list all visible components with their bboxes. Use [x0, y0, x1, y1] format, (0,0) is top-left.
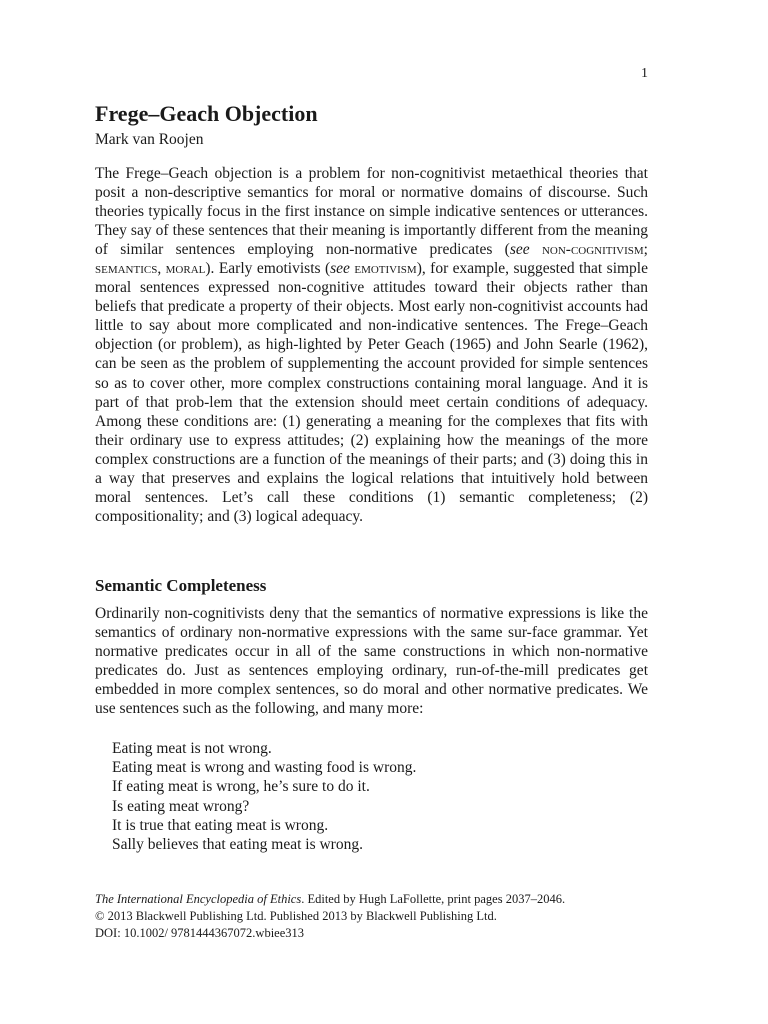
intro-paragraph — [95, 164, 648, 526]
section-heading: Semantic Completeness — [95, 576, 267, 595]
citation-source — [95, 891, 565, 908]
intro-text-1: The Frege–Geach objection is a problem for non-cognitivist metaethical theories that posit a non-descriptive semantics for moral or normative domains of discourse. Such theories typically focus in the first instance on simple indicative sentences or utterances. They say of these sentences that their meaning is importantly different from the meaning of similar sentences employing non-normative predicates ( — [95, 165, 648, 259]
example-sentence: Is eating meat wrong? — [112, 797, 250, 815]
example-sentences-list — [112, 739, 416, 854]
author-name: Mark van Roojen — [95, 131, 204, 148]
section-paragraph: Ordinarily non-cognitivists deny that the semantics of normative expressions is like the semantics of ordinary non-normative expressions with the same sur-face grammar. Yet normative predicates occur in all of the same constructions in which non-normative predicates do. Just as sentences employing ordinary, run-of-the-mill predicates get embedded in more complex sentences, so do moral and other normative predicates. We use sentences such as the following, and many more: — [95, 605, 648, 718]
article-title: Frege–Geach Objection — [95, 101, 318, 126]
citation-edition: . Edited by Hugh LaFollette, print pages 2037–2046. — [301, 892, 566, 906]
cross-reference-link[interactable]: emotivism — [354, 260, 417, 278]
example-sentence: It is true that eating meat is wrong. — [112, 816, 329, 834]
example-sentence: If eating meat is wrong, he’s sure to do it. — [112, 778, 370, 796]
cross-reference-link[interactable]: non-cognitivism; semantics, moral — [95, 241, 648, 278]
citation-footer — [95, 891, 565, 942]
doi-line: DOI: 10.1002/ 9781444367072.wbiee313 — [95, 926, 305, 940]
encyclopedia-title: The International Encyclopedia of Ethics — [95, 892, 302, 906]
copyright-line: © 2013 Blackwell Publishing Ltd. Published 2013 by Blackwell Publishing Ltd. — [95, 909, 497, 923]
page-number: 1 — [641, 66, 648, 81]
see-reference-1: see — [509, 241, 530, 259]
example-sentence: Eating meat is wrong and wasting food is wrong. — [112, 759, 417, 777]
example-sentence: Eating meat is not wrong. — [112, 740, 272, 757]
intro-text-3: ), for example, suggested that simple moral sentences expressed non-cognitive attitudes toward their objects rather than beliefs that predicate a property of their objects. Most early non-cognitivist accounts had little to say about more complicated and non-indicative sentences. The Frege–Geach objection (or problem), as high-lighted by Peter Geach (1965) and John Searle (1962), can be seen as the problem of supplementing the account provided for simple sentences so as to cover other, more complex constructions containing moral language. And it is part of that prob-lem that the extension should meet certain conditions of adequacy. Among these conditions are: (1) generating a meaning for the complexes that fits with their ordinary use to express attitudes; (2) explaining how the meanings of the more complex constructions are a function of the meanings of their parts; and (3) doing this in a way that preserves and explains the logical relations that intuitively hold between moral sentences. Let’s call these conditions (1) semantic completeness; (2) compositionality; and (3) logical adequacy. — [95, 260, 648, 525]
example-sentence: Sally believes that eating meat is wrong. — [112, 836, 363, 854]
see-reference-2: see — [330, 260, 350, 278]
intro-text-2: ). Early emotivists ( — [205, 260, 331, 278]
